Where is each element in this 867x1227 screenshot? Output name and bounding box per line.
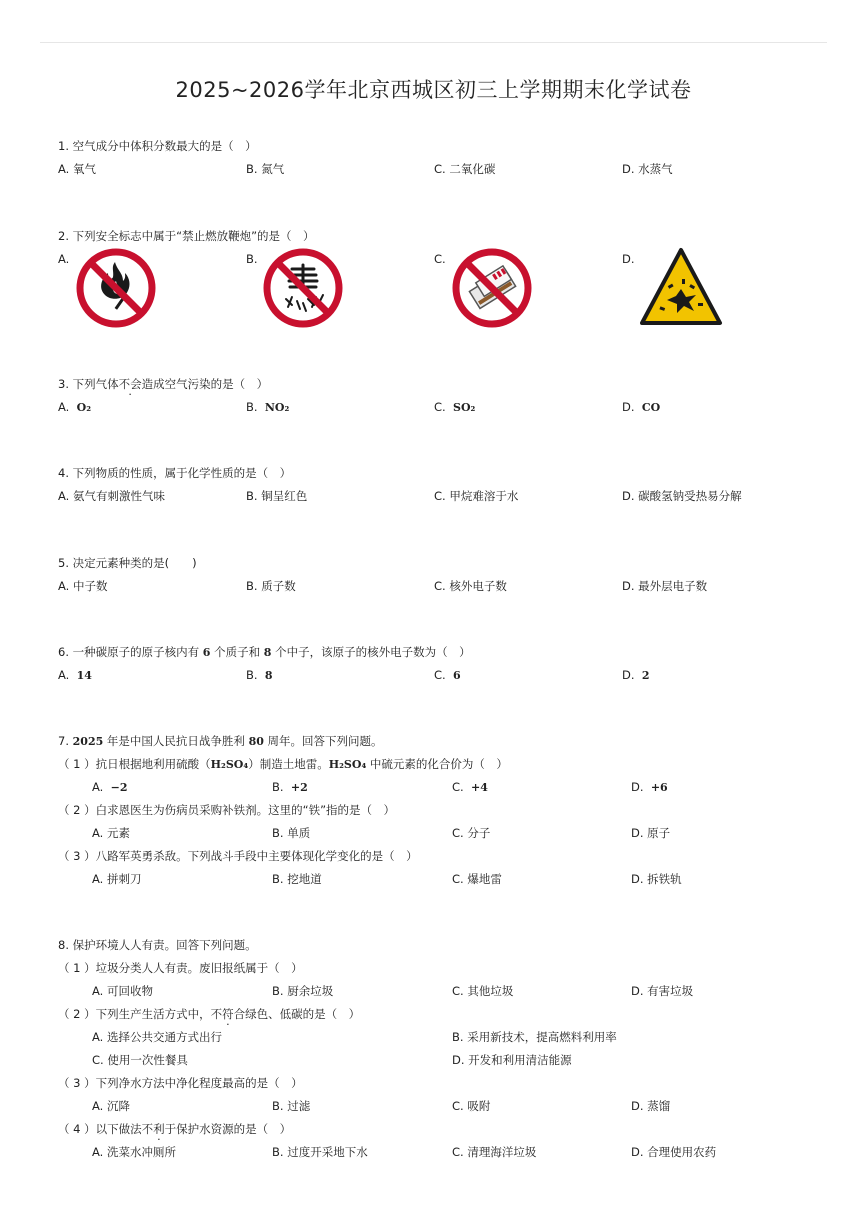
q7-stem-part-b: 年是中国人民抗日战争胜利 [103, 734, 249, 748]
q7-sub1-formula-1: H₂SO₄ [210, 758, 249, 771]
question-2-stem: 2. 下列安全标志中属于“禁止燃放鞭炮”的是（ ） [58, 229, 315, 243]
q8-sub1-option-b[interactable]: B. 厨余垃圾 [272, 984, 334, 998]
q4-option-c[interactable]: C. 甲烷难溶于水 [434, 489, 519, 503]
q7-sub1-option-d-letter: D. [631, 780, 644, 794]
q5-option-d[interactable]: D. 最外层电子数 [622, 579, 708, 593]
q8-sub2-option-c[interactable]: C. 使用一次性餐具 [92, 1053, 188, 1067]
q3-option-b-formula: NO₂ [264, 401, 290, 414]
q2-option-b-letter[interactable]: B. [246, 252, 258, 266]
q3-option-d-formula: CO [641, 401, 661, 414]
q6-option-b-letter: B. [246, 668, 258, 682]
explosive-warning-sign-icon[interactable] [638, 245, 724, 327]
q7-sub3-stem: （ 3 ）八路军英勇杀敌。下列战斗手段中主要体现化学变化的是（ ） [58, 849, 418, 863]
q7-sub1-option-a[interactable] [92, 780, 128, 795]
q6-stem-part-a: 6. 一种碳原子的原子核内有 [58, 645, 203, 659]
q8-sub4-option-b[interactable]: B. 过度开采地下水 [272, 1145, 368, 1159]
q6-option-a[interactable] [58, 668, 92, 683]
q7-sub1-option-b-letter: B. [272, 780, 284, 794]
q7-sub1-part-c: 中硫元素的化合价为（ ） [366, 757, 508, 771]
q7-sub1-part-b: ）制造土地雷。 [248, 757, 329, 771]
question-4-stem: 4. 下列物质的性质，属于化学性质的是（ ） [58, 466, 292, 480]
q3-option-c[interactable] [434, 400, 475, 415]
q6-option-d-letter: D. [622, 668, 635, 682]
q8-sub2-part-b: 绿色、低碳的是（ ） [245, 1007, 361, 1021]
q8-sub2-stem [58, 1007, 360, 1021]
header-divider [40, 42, 827, 43]
q8-sub3-stem: （ 3 ）下列净水方法中净化程度最高的是（ ） [58, 1076, 303, 1090]
q6-proton-count: 6 [202, 646, 211, 659]
q8-sub4-part-a: （ 4 ）以下做法 [58, 1122, 142, 1136]
q8-sub2-option-a[interactable]: A. 选择公共交通方式出行 [92, 1030, 222, 1044]
q8-sub3-option-d[interactable]: D. 蒸馏 [631, 1099, 671, 1113]
q8-sub3-option-b[interactable]: B. 过滤 [272, 1099, 311, 1113]
q2-option-d-letter[interactable]: D. [622, 252, 635, 266]
q8-sub3-option-a[interactable]: A. 沉降 [92, 1099, 130, 1113]
q6-stem-part-c: 个中子，该原子的核外电子数为（ ） [271, 645, 471, 659]
exam-title: 2025~2026学年北京西城区初三上学期期末化学试卷 [175, 78, 692, 102]
q3-option-b[interactable] [246, 400, 289, 415]
q5-option-b[interactable]: B. 质子数 [246, 579, 296, 593]
q7-sub2-option-d[interactable]: D. 原子 [631, 826, 671, 840]
q3-option-d-letter: D. [622, 400, 635, 414]
q8-sub2-option-b[interactable]: B. 采用新技术，提高燃料利用率 [452, 1030, 617, 1044]
no-open-flame-sign-icon[interactable] [75, 247, 157, 329]
q8-sub4-option-a[interactable]: A. 洗菜水冲厕所 [92, 1145, 176, 1159]
q7-sub1-option-a-letter: A. [92, 780, 104, 794]
q8-sub4-stem [58, 1122, 291, 1136]
q6-option-b[interactable] [246, 668, 273, 683]
q2-option-c-letter[interactable]: C. [434, 252, 446, 266]
q3-option-a-letter: A. [58, 400, 70, 414]
q7-sub1-option-c-letter: C. [452, 780, 464, 794]
q7-sub1-option-c[interactable] [452, 780, 488, 795]
question-3-stem [58, 377, 268, 391]
q7-sub1-option-b[interactable] [272, 780, 308, 795]
q7-sub1-option-c-value: +4 [471, 781, 488, 794]
q6-option-c[interactable] [434, 668, 461, 683]
q3-option-a-formula: O₂ [76, 401, 92, 414]
no-firecrackers-sign-icon[interactable] [262, 247, 344, 329]
q7-stem-part-a: 7. [58, 734, 73, 748]
q8-sub4-part-b: 保护水资源的是（ ） [176, 1122, 292, 1136]
q6-option-c-value: 6 [453, 669, 461, 682]
q4-option-b[interactable]: B. 铜呈红色 [246, 489, 308, 503]
q7-sub1-part-a: （ 1 ）抗日根据地利用硫酸（ [58, 757, 211, 771]
q7-stem-part-c: 周年。回答下列问题。 [263, 734, 383, 748]
q8-sub1-option-d[interactable]: D. 有害垃圾 [631, 984, 694, 998]
q8-sub3-option-c[interactable]: C. 吸附 [452, 1099, 491, 1113]
q3-option-b-letter: B. [246, 400, 258, 414]
q7-sub2-option-a[interactable]: A. 元素 [92, 826, 130, 840]
q7-sub2-option-c[interactable]: C. 分子 [452, 826, 491, 840]
q1-option-b[interactable]: B. 氮气 [246, 162, 285, 176]
no-matches-sign-icon[interactable] [451, 247, 533, 329]
q7-sub3-option-b[interactable]: B. 挖地道 [272, 872, 322, 886]
q7-sub3-option-a[interactable]: A. 拼刺刀 [92, 872, 142, 886]
q7-anniversary-years: 80 [248, 735, 264, 748]
q2-option-a-letter[interactable]: A. [58, 252, 70, 266]
question-6-stem [58, 645, 471, 660]
q6-option-a-letter: A. [58, 668, 70, 682]
q3-option-c-formula: SO₂ [453, 401, 476, 414]
q7-sub3-option-d[interactable]: D. 拆铁轨 [631, 872, 682, 886]
q8-sub4-option-d[interactable]: D. 合理使用农药 [631, 1145, 717, 1159]
q8-sub2-part-a: （ 2 ）下列生产生活方式中， [58, 1007, 211, 1021]
q3-option-d[interactable] [622, 400, 660, 415]
q1-option-c[interactable]: C. 二氧化碳 [434, 162, 496, 176]
q6-option-a-value: 14 [76, 669, 92, 682]
q8-sub1-stem: （ 1 ）垃圾分类人人有责。废旧报纸属于（ ） [58, 961, 303, 975]
q8-sub4-emphasis-dotted: 不利于 [141, 1122, 177, 1136]
q3-option-a[interactable] [58, 400, 91, 415]
q3-emphasis-dotted: 不会 [118, 377, 142, 391]
q6-stem-part-b: 个质子和 [210, 645, 264, 659]
q8-sub4-option-c[interactable]: C. 清理海洋垃圾 [452, 1145, 537, 1159]
q7-sub2-option-b[interactable]: B. 单质 [272, 826, 311, 840]
q7-year: 2025 [72, 735, 104, 748]
question-1-stem: 1. 空气成分中体积分数最大的是（ ） [58, 139, 257, 153]
q6-option-d-value: 2 [641, 669, 650, 682]
q6-option-d[interactable] [622, 668, 649, 683]
q7-sub3-option-c[interactable]: C. 爆地雷 [452, 872, 502, 886]
q7-sub1-option-d-value: +6 [650, 781, 668, 794]
q8-sub1-option-c[interactable]: C. 其他垃圾 [452, 984, 514, 998]
q7-sub1-formula-2: H₂SO₄ [328, 758, 367, 771]
q7-sub2-stem: （ 2 ）白求恩医生为伤病员采购补铁剂。这里的“铁”指的是（ ） [58, 803, 396, 817]
q7-sub1-option-a-value: −2 [110, 781, 128, 794]
q6-option-b-value: 8 [264, 669, 273, 682]
q1-option-a[interactable]: A. 氧气 [58, 162, 96, 176]
q4-option-d[interactable]: D. 碳酸氢钠受热易分解 [622, 489, 742, 503]
q6-option-c-letter: C. [434, 668, 446, 682]
q3-stem-part-b: 造成空气污染的是（ ） [141, 377, 269, 391]
q1-option-d[interactable]: D. 水蒸气 [622, 162, 673, 176]
q7-sub1-option-d[interactable] [631, 780, 668, 795]
q3-stem-part-a: 3. 下列气体 [58, 377, 119, 391]
q6-neutron-count: 8 [263, 646, 272, 659]
q8-sub1-option-a[interactable]: A. 可回收物 [92, 984, 153, 998]
q8-sub2-emphasis-dotted: 不符合 [210, 1007, 246, 1021]
question-7-stem [58, 734, 383, 749]
q3-option-c-letter: C. [434, 400, 446, 414]
q8-sub2-option-d[interactable]: D. 开发和利用清洁能源 [452, 1053, 572, 1067]
q4-option-a[interactable]: A. 氨气有刺激性气味 [58, 489, 165, 503]
question-5-stem: 5. 决定元素种类的是( ) [58, 556, 197, 570]
q7-sub1-option-b-value: +2 [290, 781, 308, 794]
question-8-stem: 8. 保护环境人人有责。回答下列问题。 [58, 938, 257, 952]
q5-option-a[interactable]: A. 中子数 [58, 579, 108, 593]
q7-sub1-stem [58, 757, 508, 772]
q5-option-c[interactable]: C. 核外电子数 [434, 579, 507, 593]
